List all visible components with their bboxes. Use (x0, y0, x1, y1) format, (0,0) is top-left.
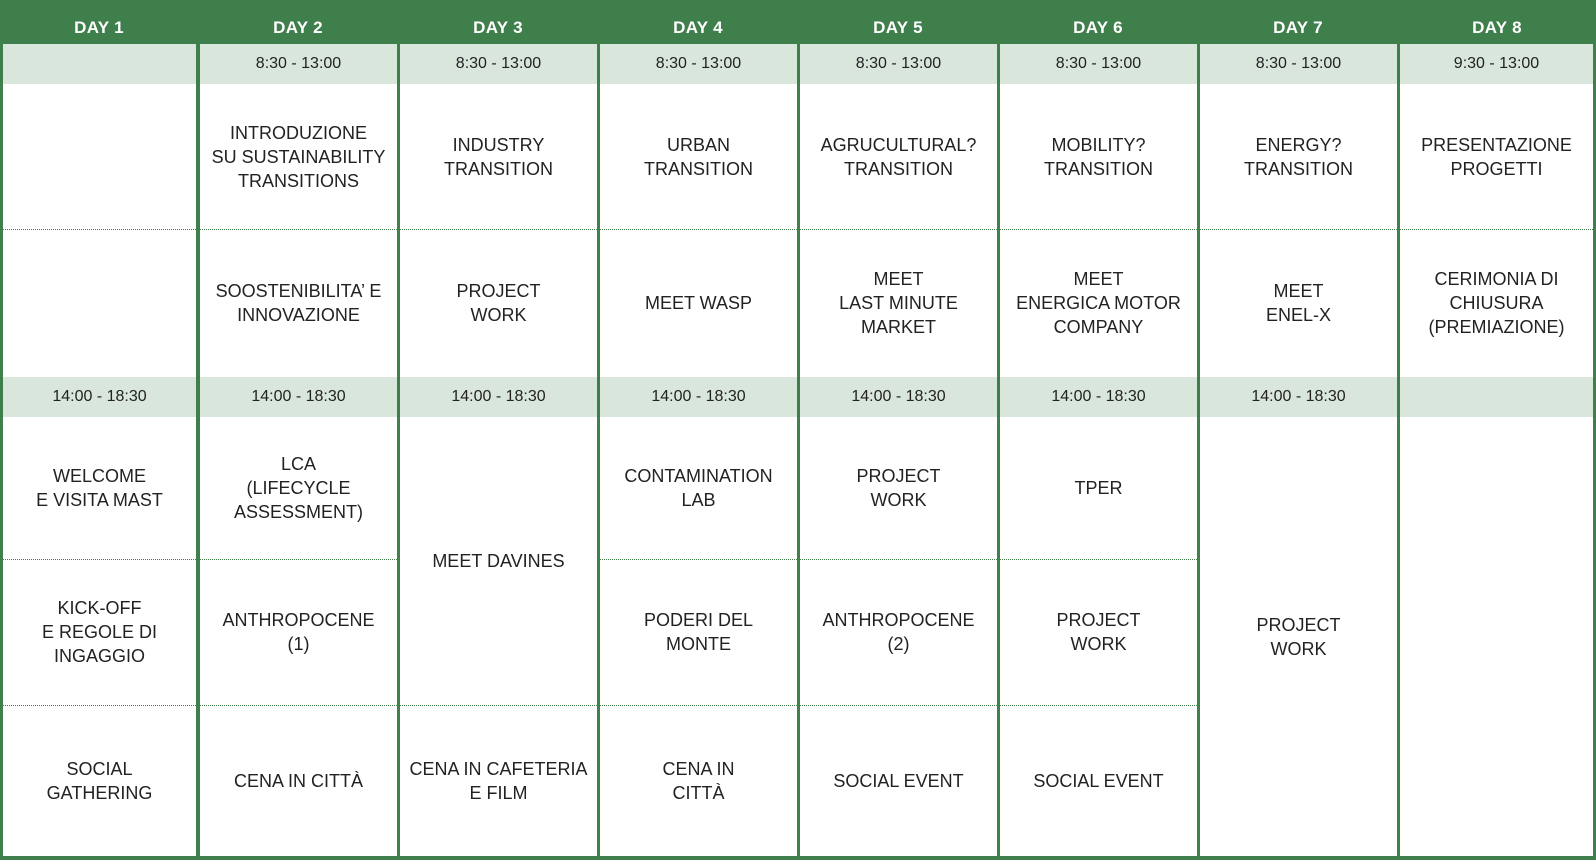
day-2-afternoon-slot-3: CENA IN CITTÀ (233, 770, 363, 791)
day-5-column (800, 44, 997, 856)
day-6-morning-slot-2: MEET ENERGICA MOTOR COMPANY (1016, 269, 1181, 337)
day-5-afternoon-slot-1: PROJECT WORK (856, 466, 941, 510)
day-1-morning-time (3, 44, 196, 84)
day-2-morning-time: 8:30 - 13:00 (200, 44, 397, 84)
day-7-morning-slot-2: MEET ENEL-X (1265, 281, 1332, 325)
day-6-column (1000, 44, 1197, 856)
day-8-morning-slot-1: PRESENTAZIONE PROGETTI (1421, 134, 1572, 179)
day-6-afternoon-time: 14:00 - 18:30 (1000, 377, 1197, 417)
day-2-afternoon-slot-2: ANTHROPOCENE (1) (222, 610, 375, 654)
day-6-morning-time: 8:30 - 13:00 (1000, 44, 1197, 84)
day-8-afternoon-empty (1400, 417, 1593, 856)
day-4-morning-time: 8:30 - 13:00 (600, 44, 797, 84)
day-6-afternoon-slot-1: TPER (1074, 478, 1123, 498)
day-4-morning-slot-2: MEET WASP (644, 293, 752, 313)
day-2-morning-slot-1: INTRODUZIONE SU SUSTAINABILITY TRANSITIONS (211, 122, 386, 191)
day-5-afternoon-slot-3: SOCIAL EVENT (833, 770, 964, 791)
day-6-header: DAY 6 (1073, 18, 1123, 37)
day-5-afternoon-time: 14:00 - 18:30 (800, 377, 997, 417)
day-6-afternoon-slot-2: PROJECT WORK (1056, 610, 1141, 654)
day-8-header: DAY 8 (1472, 18, 1522, 37)
day-7-afternoon-slot-1: PROJECT WORK (1256, 614, 1341, 659)
day-1-morning-slot-2 (3, 229, 196, 377)
day-6-morning-slot-1: MOBILITY? TRANSITION (1043, 134, 1153, 179)
day-8-morning-time: 9:30 - 13:00 (1400, 44, 1593, 84)
day-8-column (1400, 44, 1593, 856)
day-4-afternoon-slot-3: CENA IN CITTÀ (662, 758, 735, 803)
day-5-morning-slot-2: MEET LAST MINUTE MARKET (839, 269, 958, 337)
day-2-header: DAY 2 (273, 18, 323, 37)
day-8-morning-slot-2: CERIMONIA DI CHIUSURA (PREMIAZIONE) (1428, 269, 1565, 337)
day-7-header: DAY 7 (1273, 18, 1323, 37)
day-7-afternoon-time: 14:00 - 18:30 (1200, 377, 1397, 417)
day-2-column (200, 44, 397, 856)
day-4-header: DAY 4 (673, 18, 723, 37)
day-2-afternoon-slot-1: LCA (LIFECYCLE ASSESSMENT) (233, 454, 364, 522)
day-5-afternoon-slot-2: ANTHROPOCENE (2) (822, 610, 975, 654)
day-3-header: DAY 3 (473, 18, 523, 37)
day-8-afternoon-time (1400, 377, 1593, 417)
day-4-afternoon-slot-2: PODERI DEL MONTE (643, 610, 754, 654)
day-3-afternoon-slot-1: MEET DAVINES (432, 551, 565, 571)
day-2-afternoon-time: 14:00 - 18:30 (200, 377, 397, 417)
day-6-afternoon-slot-3: SOCIAL EVENT (1033, 770, 1164, 791)
day-3-column (400, 44, 597, 856)
day-7-column (1200, 44, 1397, 856)
day-1-header: DAY 1 (74, 18, 124, 37)
day-3-morning-slot-2: PROJECT WORK (456, 281, 541, 325)
day-3-morning-slot-1: INDUSTRY TRANSITION (443, 134, 553, 179)
day-1-afternoon-slot-2: KICK-OFF E REGOLE DI INGAGGIO (41, 598, 158, 666)
day-1-column (3, 44, 196, 856)
day-4-morning-slot-1: URBAN TRANSITION (643, 134, 753, 179)
day-1-morning-slot-1 (3, 84, 196, 229)
day-7-morning-slot-1: ENERGY?TRANSITION (1243, 134, 1353, 179)
day-3-afternoon-time: 14:00 - 18:30 (400, 377, 597, 417)
day-4-afternoon-time: 14:00 - 18:30 (600, 377, 797, 417)
day-5-morning-slot-1: AGRUCULTURAL? TRANSITION (820, 134, 977, 179)
day-5-header: DAY 5 (873, 18, 923, 37)
day-5-morning-time: 8:30 - 13:00 (800, 44, 997, 84)
day-1-afternoon-slot-1: WELCOME E VISITA MAST (36, 466, 163, 510)
day-3-morning-time: 8:30 - 13:00 (400, 44, 597, 84)
day-1-afternoon-slot-3: SOCIAL GATHERING (46, 758, 153, 803)
day-4-column (600, 44, 797, 856)
day-3-afternoon-slot-2: CENA IN CAFETERIA E FILM (409, 758, 588, 803)
day-7-morning-time: 8:30 - 13:00 (1200, 44, 1397, 84)
day-2-morning-slot-2: SOOSTENIBILITA’ E INNOVAZIONE (215, 281, 382, 325)
day-4-afternoon-slot-1: CONTAMINATION LAB (624, 466, 773, 510)
day-1-afternoon-time: 14:00 - 18:30 (3, 377, 196, 417)
